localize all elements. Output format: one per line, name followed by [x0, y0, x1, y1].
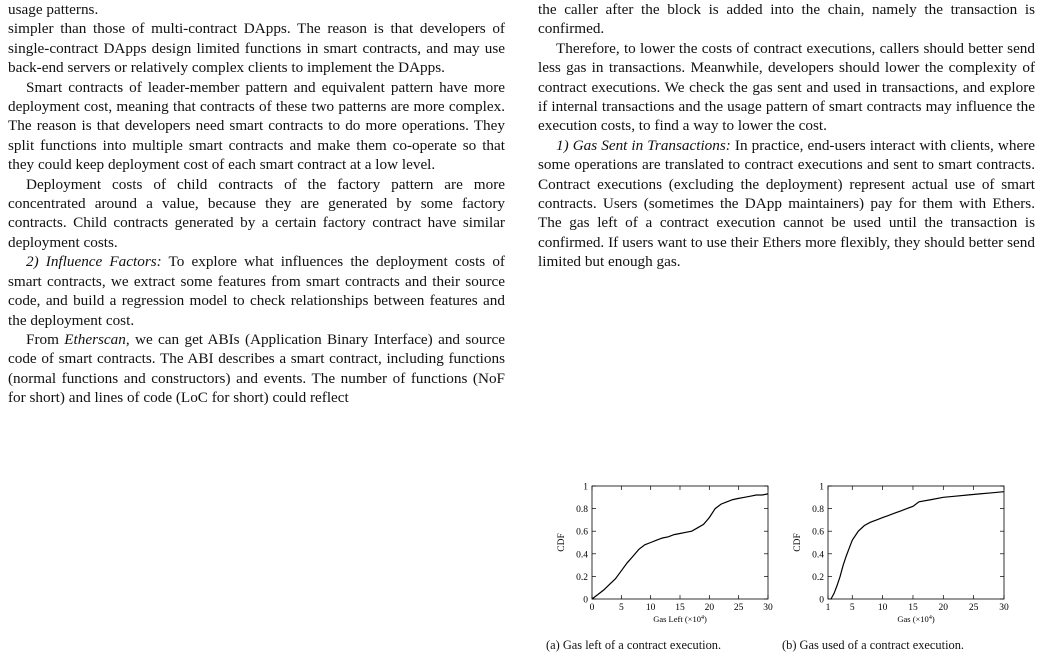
- x-tick-label: 25: [968, 603, 979, 613]
- x-axis-label: Gas Left $(\times 10^4)$: [653, 614, 707, 624]
- y-tick-label: 0.8: [812, 505, 824, 516]
- y-axis-label: CDF: [793, 533, 803, 552]
- left-paragraph-3: Deployment costs of child contracts of the factory pattern are more concentrated around a value, because they are generated by some factory contracts. Child contracts generated by a certain factory contract have similar deployment costs.: [8, 175, 505, 251]
- subsection-heading-gas-sent: 1) Gas Sent in Transactions:: [556, 136, 731, 154]
- x-tick-label: 30: [763, 603, 773, 613]
- x-tick-label: 10: [645, 603, 656, 613]
- x-tick-label: 20: [938, 603, 949, 613]
- right-paragraph-0: the caller after the block is added into the chain, namely the transaction is confirmed.: [538, 1, 1035, 38]
- left-paragraph-5-start: From: [26, 330, 65, 348]
- right-paragraph-2: [538, 136, 1035, 272]
- x-tick-label: 15: [908, 603, 918, 613]
- x-tick-label: 0: [589, 603, 595, 613]
- left-paragraph-5: [8, 330, 505, 408]
- chart-gas-used: [786, 478, 1016, 628]
- subsection-heading-influence-factors: 2) Influence Factors:: [26, 253, 162, 271]
- chart-gas-left: [550, 478, 780, 628]
- x-tick-label: 30: [999, 603, 1009, 613]
- plot-frame: [592, 486, 768, 599]
- y-tick-label: 0: [819, 595, 824, 606]
- y-tick-label: 1: [583, 482, 588, 493]
- cdf-line-series-0: [592, 494, 768, 599]
- x-tick-label: 15: [675, 603, 685, 613]
- right-paragraph-2-body: In practice, end-users interact with clients, where some operations are translated to contract executions and sent to smart contracts. Contract executions (excluding the deployment) represent actual use of smart contracts. Users (sometimes the DApp maintainers) pay for them with Ethers. The gas left of a contract execution cannot be used until the transaction is confirmed. If users want to use their Ethers more flexibly, they should better send limited but enough gas.: [538, 136, 1035, 271]
- x-tick-label: 25: [733, 603, 744, 613]
- y-tick-label: 0.2: [812, 572, 824, 583]
- y-tick-label: 1: [819, 482, 824, 493]
- left-paragraph-4: [8, 252, 505, 330]
- y-tick-label: 0.2: [576, 572, 588, 583]
- x-tick-label: 10: [877, 603, 888, 613]
- y-tick-label: 0.6: [812, 527, 824, 538]
- cdf-line-series-1: [831, 492, 1004, 599]
- x-tick-label: 20: [704, 603, 715, 613]
- etherscan-term: Etherscan: [64, 330, 126, 348]
- x-tick-label: 5: [849, 603, 855, 613]
- figure-panel: [538, 478, 1035, 669]
- right-column: [538, 0, 1035, 272]
- caption-a: (a) Gas left of a contract execution.: [546, 638, 722, 652]
- left-paragraph-4-body: To explore what influences the deployment costs of smart contracts, we extract some features from smart contracts and their source code, and build a regression model to check relationships between features and the deployment cost.: [8, 253, 505, 329]
- y-tick-label: 0.4: [576, 550, 588, 561]
- right-paragraph-1: Therefore, to lower the costs of contract executions, callers should better send less gas in transactions. Meanwhile, developers should lower the complexity of contract executions. We check the gas sent and used in transactions, and explore if internal transactions and the usage pattern of smart contracts may influence the execution costs, to find a way to lower the cost.: [538, 39, 1035, 135]
- x-axis-label: Gas $(\times 10^4)$: [897, 614, 935, 624]
- left-column: [8, 0, 505, 408]
- y-tick-label: 0.4: [812, 550, 824, 561]
- plot-frame: [828, 486, 1004, 599]
- left-paragraph-1: simpler than those of multi-contract DApps. The reason is that developers of single-contract DApps design limited functions in smart contracts, and may use back-end servers or relatively complex clients to implement the DApps.: [8, 20, 505, 77]
- caption-b: (b) Gas used of a contract execution.: [782, 638, 964, 652]
- y-tick-label: 0.6: [576, 527, 588, 538]
- y-axis-label: CDF: [557, 533, 567, 552]
- x-tick-label: 1: [825, 603, 831, 613]
- x-tick-label: 5: [618, 603, 624, 613]
- left-paragraph-5-rest: , we can get ABIs (Application Binary Interface) and source code of smart contracts. The ABI describes a smart contract, including functions (normal functions and constructors) and events. The number of functions (NoF for short) and lines of code (LoC for short) could reflect: [8, 330, 505, 407]
- y-tick-label: 0: [583, 595, 588, 606]
- y-tick-label: 0.8: [576, 505, 588, 516]
- left-paragraph-2: Smart contracts of leader-member pattern and equivalent pattern have more deployment cost, meaning that contracts of these two patterns are more complex. The reason is that developers need smart contracts to do more operations. They split functions into multiple smart contracts and make them co-operate so that they could keep deployment cost of each smart contract at a low level.: [8, 78, 505, 174]
- left-paragraph-0: usage patterns.: [8, 1, 99, 18]
